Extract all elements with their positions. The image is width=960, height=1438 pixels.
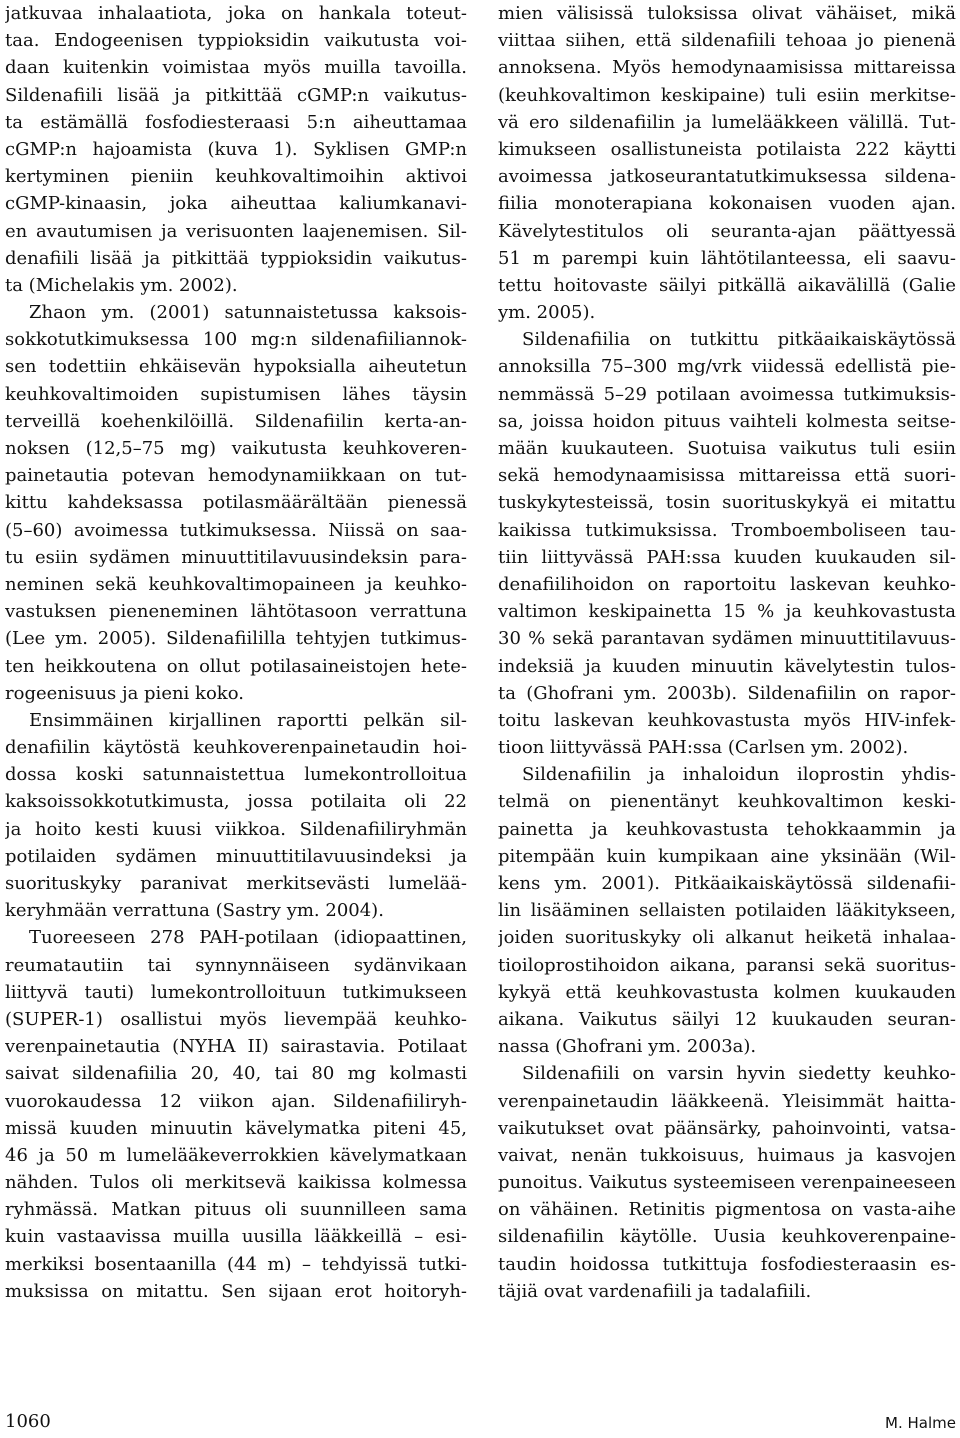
text-line: annoksena. Myös hemodynaamisissa mittareissa [498,57,956,79]
text-line: tu esiin sydämen minuuttitilavuusindeksin para- [5,546,467,568]
text-line: on vähäinen. Retinitis pigmentosa on vasta-aihe [498,1199,956,1221]
text-line: (SUPER-1) osallistui myös lievempää keuhko- [5,1008,467,1030]
text-line: tuskykytesteissä, tosin suorituskykyä ei mitattu [498,492,956,514]
text-line: painetautia potevan hemodynamiikkaan on tut- [5,465,467,487]
text-line: tioon liittyvässä PAH:ssa (Carlsen ym. 2002). [498,737,909,759]
right-text-column [498,0,956,1305]
page-number: 1060 [5,1411,51,1432]
text-line: ym. 2005). [498,302,596,324]
text-line: saivat sildenafiilia 20, 40, tai 80 mg kolmasti [5,1063,467,1085]
text-line: kertyminen pieniin keuhkovaltimoihin aktivoi [5,166,467,188]
text-line: annoksilla 75–300 mg/vrk viidessä edellistä pie- [498,356,956,378]
text-line: ryhmässä. Matkan pituus oli suunnilleen sama [5,1199,467,1221]
text-line: kuin vastaavissa muilla uusilla lääkkeillä – esi- [5,1226,467,1248]
text-line: ten heikkoutena on ollut potilasaineistojen hete- [5,655,467,677]
text-line: liittyvä tauti) lumekontrolloituun tutkimukseen [5,981,467,1003]
text-line: tettu hoitovaste säilyi pitkällä aikavälillä (Galie [498,274,956,296]
text-line: sokkotutkimuksessa 100 mg:n sildenafiiliannok- [5,329,467,351]
text-line: Sildenafiili on varsin hyvin siedetty keuhko- [522,1063,956,1085]
text-line: neminen sekä keuhkovaltimopaineen ja keuhko- [5,573,467,595]
text-line: 46 ja 50 m lumelääkeverrokkien kävelymatkaan [5,1144,467,1166]
text-line: Ensimmäinen kirjallinen raportti pelkän sil- [29,709,467,731]
text-line: 51 m parempi kuin lähtötilanteessa, eli saavu- [498,247,956,269]
text-line: terveillä koehenkilöillä. Sildenafiilin kerta-an- [5,410,467,432]
text-line: ta (Michelakis ym. 2002). [5,274,238,296]
text-line: Zhaon ym. (2001) satunnaistetussa kaksois- [29,302,467,324]
text-line: keryhmään verrattuna (Sastry ym. 2004). [5,900,384,922]
text-line: vastuksen pieneneminen lähtötasoon verrattuna [5,601,467,623]
text-line: ta estämällä fosfodiesteraasi 5:n aiheuttamaa [5,111,467,133]
text-line: keuhkovaltimoiden supistumisen lähes täysin [5,383,467,405]
text-line: kykyä että keuhkovastusta kolmen kuukauden [498,981,956,1003]
text-line: pitempään kuin kumpikaan aine yksinään (Wil- [498,845,956,867]
text-line: kittu kahdeksassa potilasmäärältään pienessä [5,492,467,514]
text-line: dossa koski satunnaistettua lumekontrolloitua [5,764,467,786]
text-line: (keuhkovaltimon keskipaine) tuli esiin merkitse- [498,84,956,106]
text-line: Kävelytestitulos oli seuranta-ajan päättyessä [498,220,956,242]
text-line: nähden. Tulos oli merkitsevä kaikissa kolmessa [5,1172,467,1194]
text-line: vaivat, nenän tukkoisuus, huimaus ja kasvojen [498,1144,956,1166]
text-line: kimukseen osallistuneista potilaista 222 käytti [498,138,956,160]
text-line: mien välisissä tuloksissa olivat vähäiset, mikä [498,3,956,24]
text-line: ta (Ghofrani ym. 2003b). Sildenafiilin on rapor- [498,682,956,704]
text-line: denafiilihoidon on raportoitu laskevan keuhko- [498,573,956,595]
text-line: mään kuukauteen. Suotuisa vaikutus tuli esiin [498,438,956,459]
text-line: vä ero sildenafiilin ja lumelääkkeen välillä. Tut- [498,111,956,133]
text-line: (5–60) avoimessa tutkimuksessa. Niissä on saa- [5,519,467,541]
text-line: sekä hemodynaamisissa mittareissa että suori- [498,465,956,487]
text-line: potilaiden sydämen minuuttitilavuusindeksi ja [5,845,467,867]
text-line: taa. Endogeenisen typpioksidin vaikutusta voi- [5,30,467,52]
text-line: sen todettiin ehkäisevän hypoksialla aiheutetun [5,356,467,378]
text-line: punoitus. Vaikutus systeemiseen verenpaineeseen [498,1172,956,1194]
text-line: nassa (Ghofrani ym. 2003a). [498,1036,757,1058]
text-line: kaksoissokkotutkimusta, jossa potilaita oli 22 [5,791,467,813]
text-line: vuorokaudessa 12 viikon ajan. Sildenafiiliryh- [5,1090,467,1112]
text-line: täjiä ovat vardenafiili ja tadalafiili. [498,1280,812,1302]
text-line: kaikissa tutkimuksissa. Tromboemboliseen tau- [498,519,956,541]
text-line: toitu laskevan keuhkovastusta myös HIV-infek- [498,709,956,731]
text-line: verenpainetaudin lääkkeenä. Yleisimmät haitta- [498,1090,956,1112]
text-line: merkiksi bosentaanilla (44 m) – tehdyissä tutki- [5,1253,467,1275]
text-line: reumatautiin tai synnynnäiseen sydänvikaan [5,954,467,976]
text-line: denafiili lisää ja pitkittää typpioksidin vaikutus- [5,247,467,269]
text-line: valtimon keskipainetta 15 % ja keuhkovastusta [498,601,956,623]
text-line: suorituskyky paranivat merkitsevästi lumelää- [5,873,467,894]
text-line: cGMP:n hajoamista (kuva 1). Syklisen GMP:n [5,138,467,160]
text-line: 30 % sekä parantavan sydämen minuuttitilavuus- [498,628,956,650]
text-line: aikana. Vaikutus säilyi 12 kuukauden seuran- [498,1008,956,1030]
text-line: daan kuitenkin voimistaa myös muilla tavoilla. [5,57,467,79]
text-line: nemmässä 5–29 potilaan avoimessa tutkimuksis- [498,383,956,405]
text-line: denafiilin käytöstä keuhkoverenpainetaudin hoi- [5,737,467,759]
text-line: Sildenafiili lisää ja pitkittää cGMP:n vaikutus- [5,84,467,106]
text-line: indeksiä ja kuuden minuutin kävelytestin tulos- [498,655,956,677]
text-line: avoimessa jatkoseurantatutkimuksessa sildena- [498,166,956,188]
text-line: verenpainetautia (NYHA II) sairastavia. Potilaat [5,1036,467,1058]
text-line: missä kuuden minuutin kävelymatka piteni 45, [5,1117,467,1139]
text-line: en avautumisen ja verisuonten laajenemisen. Sil- [5,220,467,242]
text-line: Tuoreeseen 278 PAH-potilaan (idiopaattinen, [29,927,467,949]
text-line: sa, joissa hoidon pituus vaihteli kolmesta seitse- [498,410,956,432]
running-author: M. Halme [885,1414,956,1432]
text-line: painetta ja keuhkovastusta tehokkaammin ja [498,818,956,840]
text-line: joiden suorituskyky oli alkanut heiketä inhalaa- [498,927,956,949]
text-line: jatkuvaa inhalaatiota, joka on hankala toteut- [5,3,467,24]
text-line: telmä on pienentänyt keuhkovaltimon keski- [498,791,956,813]
text-line: fiilia monoterapiana kokonaisen vuoden ajan. [498,193,956,215]
text-line: taudin hoidossa tutkittuja fosfodiesteraasin es- [498,1253,956,1275]
text-line: lin lisääminen sellaisten potilaiden lääkitykseen, [498,900,956,922]
left-text-column [5,0,467,1305]
text-line: ja hoito kesti kuusi viikkoa. Sildenafiiliryhmän [5,818,467,840]
text-line: (Lee ym. 2005). Sildenafiililla tehtyjen tutkimus- [5,628,467,650]
text-line: Sildenafiilia on tutkittu pitkäaikaiskäytössä [522,329,956,351]
text-line: vaikutukset ovat päänsärky, pahoinvointi, vatsa- [498,1117,956,1139]
text-line: Sildenafiilin ja inhaloidun iloprostin yhdis- [522,764,956,786]
text-line: tioiloprostihoidon aikana, paransi sekä suoritus- [498,954,956,976]
text-line: sildenafiilin käytölle. Uusia keuhkoverenpaine- [498,1226,956,1248]
text-line: rogeenisuus ja pieni koko. [5,682,244,704]
text-line: tiin liittyvässä PAH:ssa kuuden kuukauden sil- [498,546,956,568]
text-line: noksen (12,5–75 mg) vaikutusta keuhkoveren- [5,438,467,459]
text-line: kens ym. 2001). Pitkäaikaiskäytössä sildenafii- [498,873,956,894]
text-line: cGMP-kinaasin, joka aiheuttaa kaliumkanavi- [5,193,467,215]
text-line: viittaa siihen, että sildenafiili tehoaa jo pienenä [498,30,956,52]
text-line: muksissa on mitattu. Sen sijaan erot hoitoryh- [5,1280,467,1302]
